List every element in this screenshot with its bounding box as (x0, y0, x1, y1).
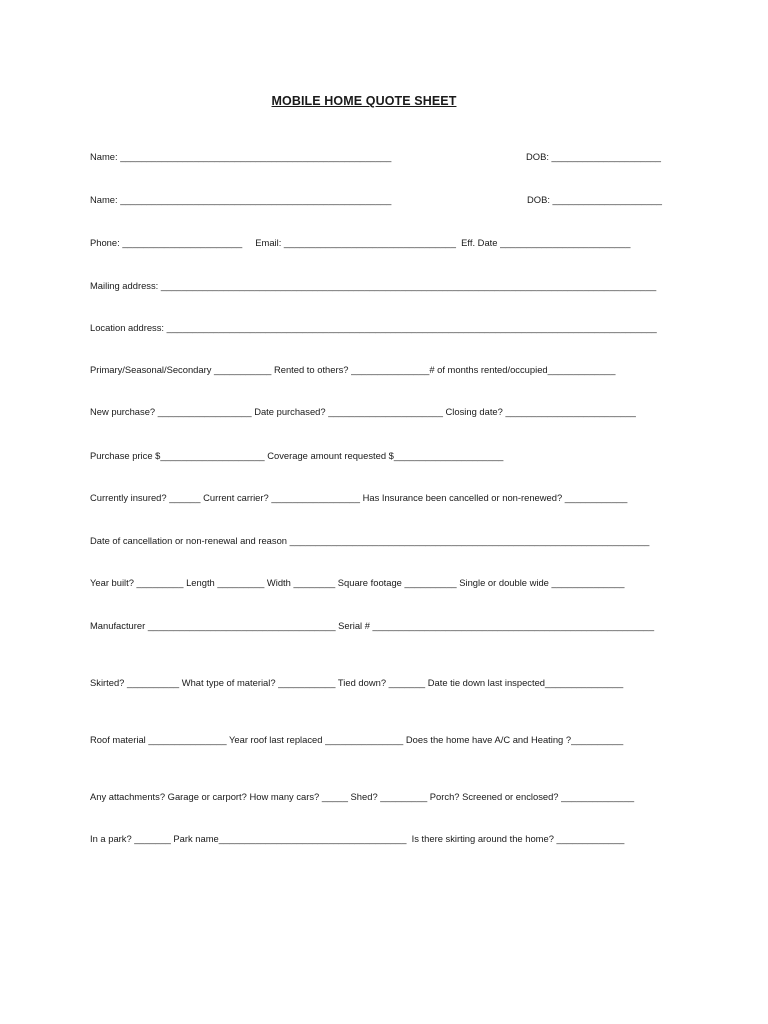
name-field-1[interactable]: Name: ____________________________________________________ (90, 151, 392, 162)
attachments-row[interactable]: Any attachments? Garage or carport? How many cars? _____ Shed? _________ Porch? Screened or enclosed? ______________ (90, 791, 635, 802)
park-row[interactable]: In a park? _______ Park name____________________________________ Is there skirting around the home? _____________ (90, 833, 625, 844)
purchase-dates-row[interactable]: New purchase? __________________ Date purchased? ______________________ Closing date? _________________________ (90, 406, 636, 417)
manufacturer-serial-row[interactable]: Manufacturer ____________________________________ Serial # ______________________________________________________ (90, 620, 655, 631)
occupancy-row[interactable]: Primary/Seasonal/Secondary ___________ Rented to others? _______________# of months rented/occupied_____________ (90, 364, 616, 375)
location-address-field[interactable]: Location address: ______________________________________________________________________________________________ (90, 322, 657, 333)
form-title: MOBILE HOME QUOTE SHEET (271, 94, 457, 108)
purchase-price-row[interactable]: Purchase price $____________________ Coverage amount requested $_____________________ (90, 450, 504, 461)
mailing-address-field[interactable]: Mailing address: _______________________________________________________________________________________________ (90, 280, 657, 291)
dimensions-row[interactable]: Year built? _________ Length _________ Width ________ Square footage __________ Single or double wide ______________ (90, 577, 625, 588)
phone-email-effdate-row[interactable]: Phone: _______________________ Email: _________________________________ Eff. Date _________________________ (90, 237, 631, 248)
dob-field-1[interactable]: DOB: _____________________ (526, 151, 662, 162)
skirting-tiedown-row[interactable]: Skirted? __________ What type of material? ___________ Tied down? _______ Date tie down last inspected_______________ (90, 677, 624, 688)
roof-hvac-row[interactable]: Roof material _______________ Year roof last replaced _______________ Does the home have A/C and Heating ?__________ (90, 734, 624, 745)
insurance-status-row[interactable]: Currently insured? ______ Current carrier? _________________ Has Insurance been cancelled or non-renewed? ____________ (90, 492, 628, 503)
name-field-2[interactable]: Name: ____________________________________________________ (90, 194, 392, 205)
dob-field-2[interactable]: DOB: _____________________ (527, 194, 663, 205)
cancellation-reason-field[interactable]: Date of cancellation or non-renewal and reason _____________________________________________________________________ (90, 535, 650, 546)
